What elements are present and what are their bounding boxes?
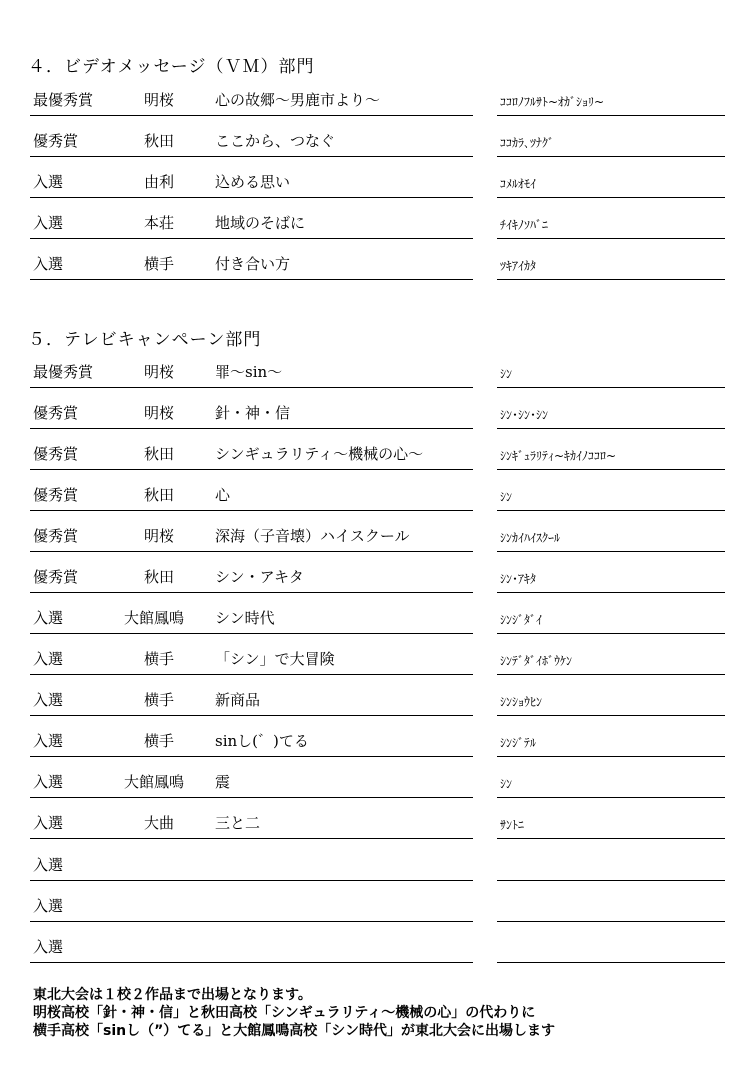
- work-title: 心: [215, 486, 231, 504]
- award-label: 最優秀賞: [33, 363, 94, 381]
- work-title: シンギュラリティ〜機械の心〜: [215, 445, 424, 463]
- award-label: 入選: [33, 650, 64, 668]
- table-row: [0, 470, 755, 511]
- school-name: 明桜: [144, 404, 175, 422]
- school-name: 横手: [144, 691, 175, 709]
- work-title-kana: ｻﾝﾄﾆ: [500, 818, 525, 832]
- school-name: 秋田: [144, 132, 175, 150]
- work-title: シン時代: [215, 609, 275, 627]
- work-title: 三と二: [215, 814, 261, 832]
- table-row: [0, 881, 755, 922]
- work-title-kana: ﾁｲｷﾉｿﾊﾞﾆ: [500, 218, 549, 232]
- notes: [33, 986, 555, 1040]
- table-row: [0, 347, 755, 388]
- note-line: 東北大会は１校２作品まで出場となります。: [33, 987, 312, 1003]
- award-label: 優秀賞: [33, 404, 79, 422]
- table-row: [0, 552, 755, 593]
- table-row: [0, 388, 755, 429]
- work-title-kana: ｼﾝｼｮｳﾋﾝ: [500, 695, 543, 709]
- award-label: 優秀賞: [33, 527, 79, 545]
- work-title-kana: ｼﾝｶｲﾊｲｽｸｰﾙ: [500, 531, 561, 545]
- work-title-kana: ｼﾝ: [500, 367, 513, 381]
- award-label: 入選: [33, 897, 64, 915]
- table-row: [0, 922, 755, 963]
- award-label: 入選: [33, 732, 64, 750]
- work-title: 新商品: [215, 691, 261, 709]
- table-row: [0, 675, 755, 716]
- award-label: 優秀賞: [33, 486, 79, 504]
- award-label: 最優秀賞: [33, 91, 94, 109]
- table-row: [0, 239, 755, 280]
- work-title: 深海（子音壊）ハイスクール: [215, 527, 410, 545]
- table-row: [0, 116, 755, 157]
- work-title-kana: ｼﾝﾃﾞﾀﾞｲﾎﾞｳｹﾝ: [500, 654, 573, 668]
- table-row: [0, 511, 755, 552]
- note-line: 横手高校「sinし（”）てる」と大館鳳鳴高校「シン時代」が東北大会に出場します: [33, 1023, 555, 1039]
- school-name: 本荘: [144, 214, 175, 232]
- work-title: 付き合い方: [215, 255, 291, 273]
- work-title: sinし(゛)てる: [215, 732, 309, 750]
- note-line: 明桜高校「針・神・信」と秋田高校「シンギュラリティ〜機械の心」の代わりに: [33, 1005, 536, 1021]
- school-name: 明桜: [144, 527, 175, 545]
- award-label: 入選: [33, 173, 64, 191]
- work-title: シン・アキタ: [215, 568, 304, 586]
- work-title: 罪〜sin〜: [215, 363, 283, 381]
- work-title: 針・神・信: [215, 404, 291, 422]
- underline: [30, 838, 473, 839]
- table-row: [0, 716, 755, 757]
- award-label: 入選: [33, 773, 64, 791]
- work-title-kana: ｼﾝ: [500, 490, 513, 504]
- work-title: 「シン」で大冒険: [215, 650, 335, 668]
- work-title-kana: ｺｺｶﾗ､ﾂﾅｸﾞ: [500, 136, 555, 150]
- award-label: 入選: [33, 691, 64, 709]
- table-row: [0, 634, 755, 675]
- award-label: 入選: [33, 214, 64, 232]
- underline: [30, 279, 473, 280]
- school-name: 大曲: [144, 814, 175, 832]
- table-row: [0, 157, 755, 198]
- school-name: 大館鳳鳴: [124, 773, 185, 791]
- work-title-kana: ｺﾒﾙｵﾓｲ: [500, 177, 537, 191]
- table-row: [0, 840, 755, 881]
- underline: [497, 962, 725, 963]
- school-name: 由利: [144, 173, 175, 191]
- underline: [497, 279, 725, 280]
- underline: [30, 962, 473, 963]
- school-name: 明桜: [144, 363, 175, 381]
- award-label: 優秀賞: [33, 132, 79, 150]
- work-title-kana: ｺｺﾛﾉﾌﾙｻﾄ~ｵｶﾞｼｮﾘ~: [500, 95, 605, 109]
- award-label: 優秀賞: [33, 445, 79, 463]
- work-title-kana: ｼﾝｷﾞｭﾗﾘﾃｨ~ｷｶｲﾉｺｺﾛ~: [500, 449, 617, 463]
- table-row: [0, 757, 755, 798]
- award-label: 入選: [33, 814, 64, 832]
- award-label: 入選: [33, 255, 64, 273]
- school-name: 秋田: [144, 568, 175, 586]
- work-title-kana: ﾂｷｱｲｶﾀ: [500, 259, 537, 273]
- work-title: 心の故郷〜男鹿市より〜: [215, 91, 381, 109]
- work-title: 地域のそばに: [215, 214, 306, 232]
- school-name: 秋田: [144, 486, 175, 504]
- work-title: 震: [215, 773, 231, 791]
- underline: [497, 838, 725, 839]
- award-label: 優秀賞: [33, 568, 79, 586]
- award-label: 入選: [33, 609, 64, 627]
- school-name: 大館鳳鳴: [124, 609, 185, 627]
- table-row: [0, 75, 755, 116]
- table-row: [0, 198, 755, 239]
- table-row: [0, 593, 755, 634]
- award-label: 入選: [33, 938, 64, 956]
- section-title: ５．テレビキャンペーン部門: [28, 330, 262, 350]
- table-row: [0, 429, 755, 470]
- work-title-kana: ｼﾝｼﾞﾀﾞｲ: [500, 613, 543, 627]
- school-name: 横手: [144, 650, 175, 668]
- work-title-kana: ｼﾝ: [500, 777, 513, 791]
- work-title: 込める思い: [215, 173, 291, 191]
- school-name: 明桜: [144, 91, 175, 109]
- work-title-kana: ｼﾝ･ｱｷﾀ: [500, 572, 537, 586]
- school-name: 横手: [144, 732, 175, 750]
- work-title-kana: ｼﾝ･ｼﾝ･ｼﾝ: [500, 408, 549, 422]
- work-title-kana: ｼﾝｼﾞﾃﾙ: [500, 736, 537, 750]
- school-name: 秋田: [144, 445, 175, 463]
- school-name: 横手: [144, 255, 175, 273]
- section-title: ４．ビデオメッセージ（ＶＭ）部門: [28, 57, 315, 77]
- table-row: [0, 798, 755, 839]
- work-title: ここから、つなぐ: [215, 132, 336, 150]
- award-label: 入選: [33, 856, 64, 874]
